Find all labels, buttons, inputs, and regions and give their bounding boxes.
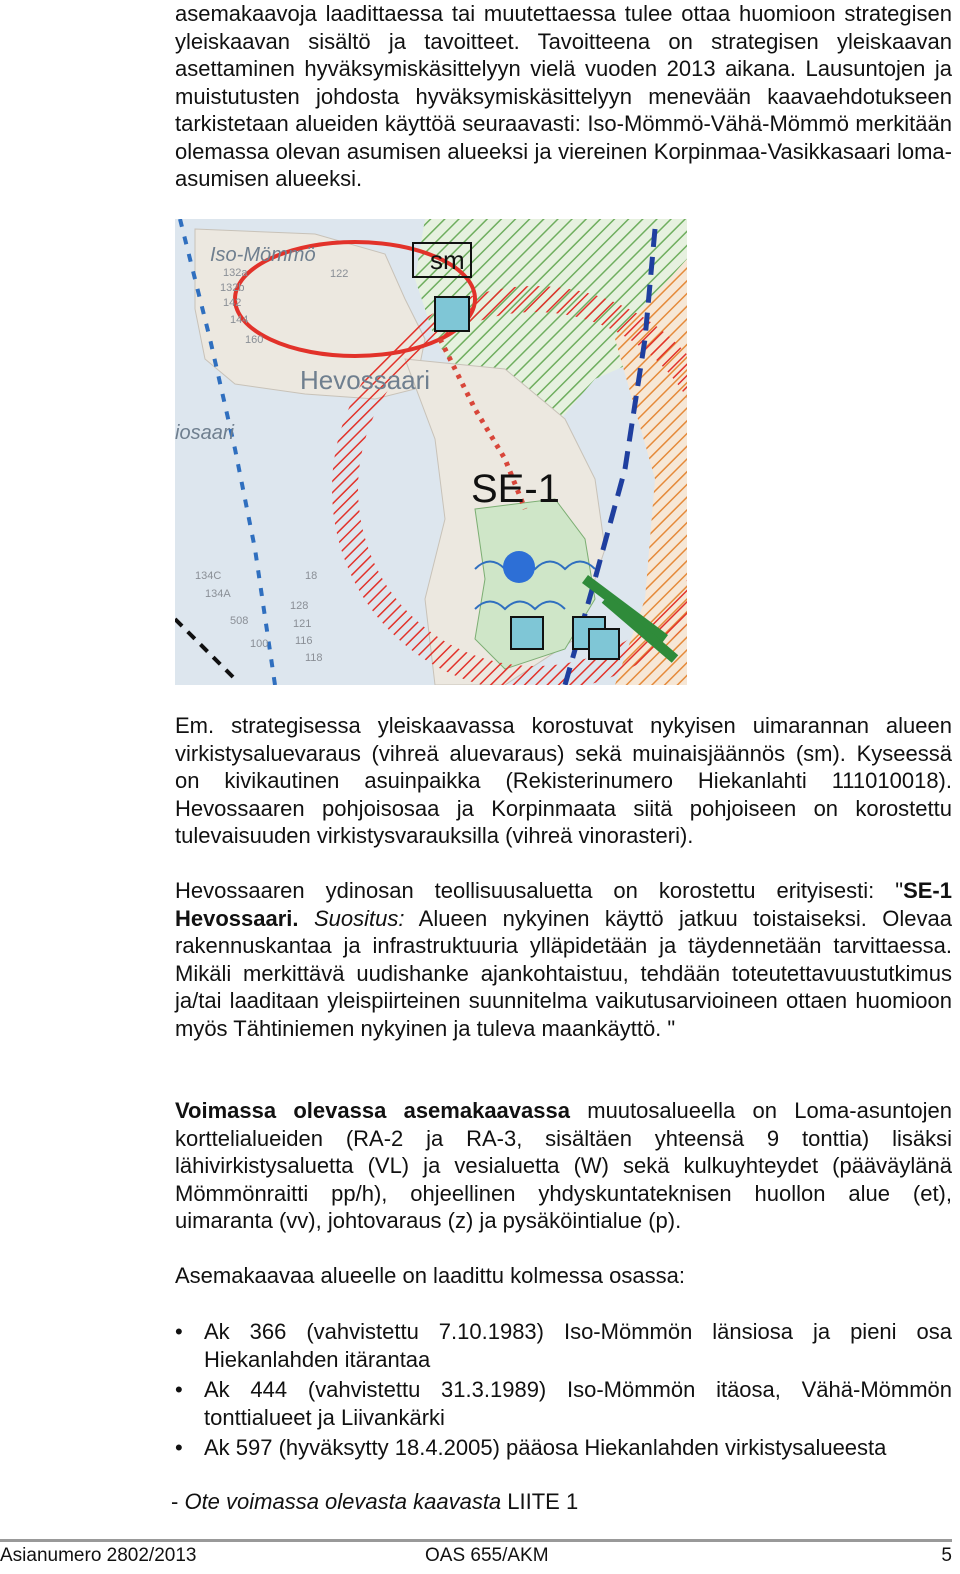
list-item [175,1376,952,1431]
lot-number: 116 [295,635,313,647]
bullet-icon: • [175,1319,183,1344]
map-image [175,219,687,685]
intro-paragraph: asemakaavoja laadittaessa tai muutettaessa tulee ottaa huomioon strategisen yleiskaavan sisältö ja tavoitteet. Tavoitteena on strategisen yleiskaavan asettaminen hyväksymiskäsittelyyn vielä vuoden 2013 aikana. Lausuntojen ja muistutusten johdosta hyväksymiskäsittelyyn menevään kaavaehdotukseen tarkistetaan alueiden käyttöä seuraavasti: Iso-Mömmö-Vähä-Mömmö merkitään olemassa olevan asumisen alueeksi ja viereinen Korpinmaa-Vasikkasaari loma-asumisen alueeksi. [175,1,952,191]
caption-rest: LIITE 1 [501,1489,579,1514]
plan-parts-intro: Asemakaavaa alueelle on laadittu kolmessa osassa: [175,1263,685,1288]
current-plan-paragraph [175,1097,952,1235]
list-item [175,1318,952,1373]
appendix-caption [171,1488,578,1516]
plan-bold: Voimassa olevassa asemakaavassa [175,1098,570,1123]
se1-italic: Suositus: [313,905,405,931]
lot-number: 100 [250,638,269,650]
label-sm: sm [430,245,465,275]
footer-divider [0,1539,952,1542]
se1-paragraph [175,877,952,1042]
list-item-text: Ak 444 (vahvistettu 31.3.1989) Iso-Mömmön itäosa, Vähä-Mömmön tonttialueet ja Liivankärki [204,1377,952,1430]
lot-number: 508 [230,615,249,627]
footer-doc-id: OAS 655/AKM [425,1545,549,1566]
label-se1: SE-1 [471,467,560,511]
lot-number: 134C [195,570,222,582]
map-description-paragraph: Em. strategisessa yleiskaavassa korostuvat nykyisen uimarannan alueen virkistysaluevaraus (vihreä aluevaraus) sekä muinaisjäännös (sm). Kyseessä on kivikautinen asuinpaikka (Rekisterinumero Hiekanlahti 111010018). Hevossaaren pohjoisosaa ja Korpinmaata siitä pohjoiseen on korostettu tulevaisuuden virkistysvarauksilla (vihreä vinorasteri). [175,713,952,848]
map-square-1 [511,617,543,649]
map-square-3 [589,629,619,659]
lot-number: 144 [230,314,249,326]
blue-dot-marker [503,551,535,583]
strategic-plan-map [175,219,687,685]
se1-rest: Alueen nykyinen käyttö jatkuu toistaiseksi. Olevaa rakennuskantaa ja infrastruktuuria ylläpidetään ja täydennetään tarvittaessa. Mikäli merkittävä uudishanke ajankohtaistuu, tehdään toteutettavuustutkimus ja/tai laaditaan yleispiirteinen suunnitelma vaikutusarvioineen ottaen huomioon myös Tähtiniemen nykyinen ja tuleva maankäyttö. " [175,905,952,1041]
lot-number: 132a [223,267,248,279]
footer-case-number: Asianumero 2802/2013 [0,1545,197,1566]
bullet-icon: • [175,1377,183,1402]
lot-number: 142 [223,297,242,309]
lot-number: 121 [293,618,312,630]
label-hiekanlahti: iosaari [175,422,234,444]
label-iso-mommo: Iso-Mömmö [210,244,316,266]
lot-number: 18 [305,570,318,582]
lot-number: 128 [290,600,309,612]
caption-italic: Ote voimassa olevasta kaavasta [184,1489,502,1514]
bullet-icon: • [175,1435,183,1460]
footer-page-number: 5 [941,1545,952,1566]
list-item [175,1434,952,1462]
lot-number: 122 [330,268,349,280]
heritage-site-square [435,297,469,331]
se1-bold: SE-1 Hevossaari. [175,878,952,931]
lot-number: 118 [305,652,323,664]
lot-number: 132b [220,282,245,294]
plan-rest: muutosalueella on Loma-asuntojen korttelialueiden (RA-2 ja RA-3, sisältäen yhteensä 9 tonttia) lisäksi lähivirkistysaluetta (VL) ja vesialuetta (W) sekä kulkuyhteydet (pääväylänä Mömmönraitti pp/h), ohjeellinen yhdyskuntateknisen huollon alue (et), uimaranta (vv), johtovaraus (z) ja pysäköintialue (p). [175,1098,953,1233]
se1-lead: Hevossaaren ydinosan teollisuusaluetta on korostettu erityisesti: " [175,878,904,903]
caption-dash: - [171,1489,185,1514]
list-item-text: Ak 366 (vahvistettu 7.10.1983) Iso-Mömmön länsiosa ja pieni osa Hiekanlahden itärantaa [204,1319,952,1372]
plan-parts-list [175,1318,952,1465]
lot-number: 160 [245,334,264,346]
label-hevossaari: Hevossaari [300,365,431,395]
lot-number: 134A [205,588,231,600]
list-item-text: Ak 597 (hyväksytty 18.4.2005) pääosa Hiekanlahden virkistysalueesta [204,1435,887,1460]
